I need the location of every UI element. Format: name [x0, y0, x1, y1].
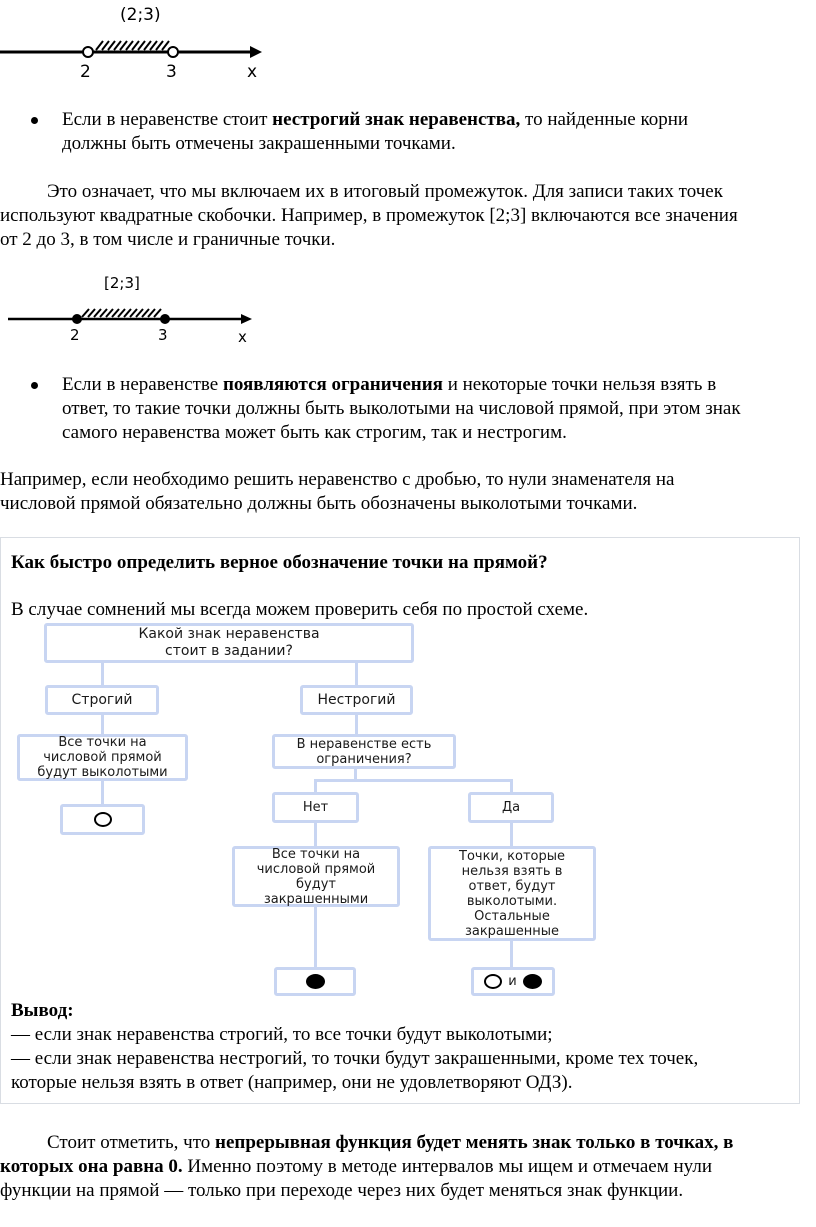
- paragraph-fraction: [0, 468, 816, 516]
- text: Нет: [302, 800, 329, 815]
- filled-point-2: [72, 314, 82, 324]
- text: нельзя взять в: [461, 863, 563, 879]
- axis-label-x: x: [238, 328, 247, 346]
- text: Это означает, что мы включаем их в итоговый промежуток. Для записи таких точек: [47, 181, 723, 202]
- text: числовой прямой: [43, 750, 162, 765]
- text: ограничения?: [316, 751, 412, 767]
- connector: [101, 662, 104, 686]
- text: Если в неравенстве стоит: [62, 109, 273, 130]
- number-line-open-interval: [0, 0, 290, 90]
- flow-filled-point-box: [274, 967, 356, 996]
- open-point-3: [168, 47, 178, 57]
- flow-strict-result-box: [17, 734, 188, 781]
- tick-label-2: 2: [80, 62, 91, 82]
- flow-no-box: [272, 792, 359, 823]
- conclusion-title: Вывод:: [11, 1000, 74, 1021]
- flow-nonstrict-box: [300, 685, 413, 715]
- filled-point-3: [160, 314, 170, 324]
- text: — если знак неравенства строгий, то все точки будут выколотыми;: [11, 1024, 553, 1045]
- text: самого неравенства может быть как строгим, так и нестрогим.: [62, 422, 567, 443]
- filled-point-icon: [306, 974, 325, 989]
- text: В неравенстве есть: [296, 736, 432, 752]
- connector: [510, 822, 513, 848]
- text: Точки, которые: [459, 848, 565, 864]
- interval-label: [2;3]: [104, 274, 140, 292]
- interval-label: (2;3): [120, 5, 161, 25]
- bold-text: которых она равна 0.: [0, 1156, 183, 1177]
- text: Если в неравенстве: [62, 374, 223, 395]
- bold-text: непрерывная функция будет менять знак только в точках, в: [215, 1132, 734, 1153]
- text: числовой прямой: [256, 861, 376, 877]
- text: числовой прямой обязательно должны быть обозначены выколотыми точками.: [0, 493, 638, 514]
- text: Например, если необходимо решить неравенство с дробью, то нули знаменателя на: [0, 469, 675, 490]
- info-box-intro: В случае сомнений мы всегда можем проверить себя по простой схеме.: [11, 599, 589, 620]
- connector: [510, 940, 513, 970]
- text: Именно поэтому в методе интервалов мы ищем и отмечаем нули: [182, 1156, 712, 1177]
- flow-strict-box: [45, 685, 159, 715]
- bullet-marker: [31, 382, 38, 389]
- flow-no-result-box: [232, 846, 400, 907]
- flow-yes-box: [468, 792, 554, 823]
- flow-yes-result-box: [428, 846, 596, 941]
- text: стоит в задании?: [165, 643, 293, 659]
- tick-label-3: 3: [158, 326, 168, 344]
- bullet-restrictions: [62, 373, 807, 445]
- and-label: и: [508, 974, 517, 989]
- text: Да: [501, 800, 521, 815]
- text: закрашенные: [464, 923, 560, 939]
- text: ответ, будут: [468, 878, 556, 894]
- number-line-1: [0, 30, 280, 70]
- paragraph-continuous-function: [0, 1131, 816, 1203]
- text: выколотыми.: [466, 893, 558, 909]
- number-line-2: [0, 300, 265, 330]
- info-box-conclusion: [11, 999, 796, 1095]
- connector: [314, 822, 317, 848]
- connector: [314, 779, 512, 782]
- open-point-2: [83, 47, 93, 57]
- text: ответ, то такие точки должны быть выколотыми на числовой прямой, при этом знак: [62, 398, 741, 419]
- connector: [314, 906, 317, 970]
- text: то найденные корни: [520, 109, 689, 130]
- connector: [355, 714, 358, 736]
- text: Все точки на: [58, 735, 147, 750]
- connector: [101, 714, 104, 736]
- text: от 2 до 3, в том числе и граничные точки.: [0, 229, 336, 250]
- text: Нестрогий: [317, 691, 396, 708]
- text: — если знак неравенства нестрогий, то точки будут закрашенными, кроме тех точек,: [11, 1048, 699, 1069]
- connector: [314, 779, 317, 793]
- flow-mixed-point-box: [471, 967, 555, 996]
- text: будут выколотыми: [37, 765, 168, 780]
- text: Все точки на: [271, 846, 361, 862]
- connector: [101, 780, 104, 806]
- text: закрашенными: [263, 891, 369, 907]
- connector: [355, 662, 358, 686]
- text: Какой знак неравенства: [138, 626, 320, 642]
- text: должны быть отмечены закрашенными точками.: [62, 133, 456, 154]
- text: Стоит отметить, что: [47, 1132, 216, 1153]
- flow-open-point-box: [60, 804, 145, 835]
- bullet-marker: [31, 117, 38, 124]
- flow-question-box: [44, 623, 414, 663]
- flow-restrictions-box: [272, 734, 456, 769]
- bullet-nonstrict: [62, 108, 802, 156]
- tick-label-2: 2: [70, 326, 80, 344]
- text: Остальные: [474, 908, 550, 924]
- open-point-icon: [484, 974, 502, 989]
- text: Строгий: [71, 691, 133, 708]
- tick-label-3: 3: [166, 62, 177, 82]
- axis-label-x: x: [247, 62, 258, 82]
- text: и некоторые точки нельзя взять в: [442, 374, 717, 395]
- text: будут: [296, 876, 336, 892]
- text: используют квадратные скобочки. Например, в промежуток [2;3] включаются все значения: [0, 205, 738, 226]
- info-box-title: Как быстро определить верное обозначение точки на прямой?: [11, 552, 548, 573]
- bold-text: нестрогий знак неравенства,: [272, 109, 521, 130]
- number-line-closed-interval: [0, 270, 270, 350]
- connector: [510, 779, 513, 793]
- bold-text: появляются ограничения: [222, 374, 443, 395]
- open-point-icon: [94, 812, 112, 827]
- text: которые нельзя взять в ответ (например, они не удовлетворяют ОДЗ).: [11, 1072, 573, 1093]
- text: функции на прямой — только при переходе через них будет меняться знак функции.: [0, 1180, 684, 1201]
- filled-point-icon: [523, 974, 542, 989]
- paragraph-brackets: [0, 180, 816, 252]
